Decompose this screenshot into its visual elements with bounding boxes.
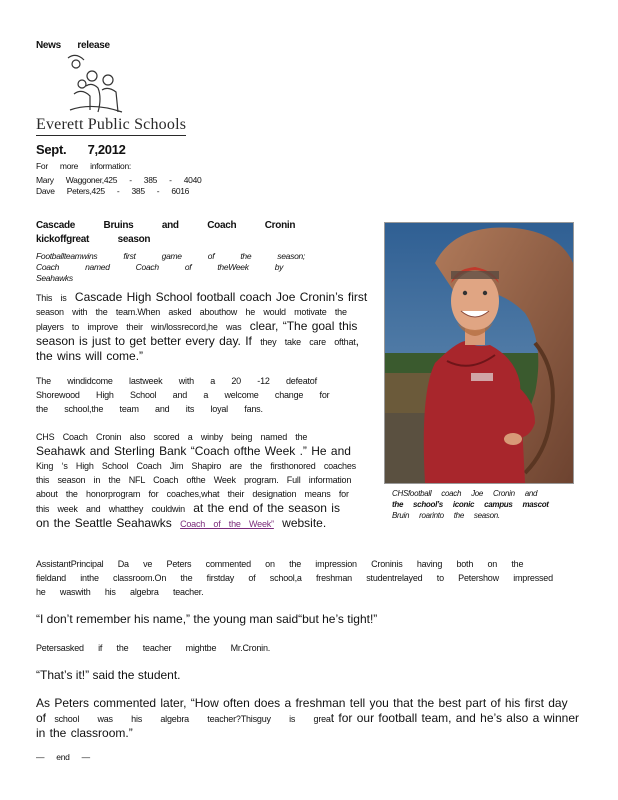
paragraph-intro <box>36 290 376 364</box>
org-name: Everett Public Schools <box>36 116 186 136</box>
photo-caption-line-2: the school’s iconic campus mascot <box>392 500 549 509</box>
contact-mary: Mary Waggoner,425 - 385 - 4040 <box>36 175 202 185</box>
quote-thats-it: “That’s it!” said the student. <box>36 668 181 682</box>
award-text-c: King ‘s High School Coach Jim Shapiro are the firsthonored coaches this season in the NFL Coach ofthe Week program. Full information about the honorprogram for coaches,what their designation means for this week and whatthey couldwin <box>36 461 356 514</box>
release-label: News release <box>36 40 110 51</box>
subheadline: Footballteamwins first game of the season; Coach named Coach of theWeek by Seahawks <box>36 251 305 283</box>
paragraph-peters-asked: Petersasked if the teacher mightbe Mr.Cronin. <box>36 643 271 653</box>
quote-student: “I don’t remember his name,” the young man said“but he’s tight!” <box>36 612 378 626</box>
photo-caption-line-1: CHSfootball coach Joe Cronin and <box>392 489 538 498</box>
coach-photo <box>384 222 574 484</box>
award-text-a: CHS Coach Cronin also scored a winby being named the <box>36 432 308 442</box>
closing-text-a: As Peters commented later, “How often does a freshman tell you that the best part of his first day of <box>36 696 568 725</box>
closing-text-b: school was his algebra teacher?Thisguy is grea <box>54 714 331 724</box>
paragraph-coach-of-week <box>36 430 356 531</box>
intro-text-e: they take care ofthat <box>260 337 356 347</box>
intro-text-d: clear, “The goal this season is just to get better every day. If <box>36 319 358 348</box>
award-text-e: website. <box>282 516 327 530</box>
contact-dave: Dave Peters,425 - 385 - 6016 <box>36 186 190 196</box>
intro-text-f: , the wins will come.” <box>36 334 359 363</box>
intro-text-b: Cascade High School football coach Joe Cronin’s first <box>74 290 368 304</box>
release-date: Sept. 7,2012 <box>36 142 126 157</box>
coach-with-mascot-image <box>385 223 573 483</box>
paragraph-win: The windidcome lastweek with a 20 -12 defeatof Shorewood High School and a welcome change for the school,the team and its loyal fans. <box>36 376 330 414</box>
headline: Cascade Bruins and Coach Cronin kickoffgreat season <box>36 220 296 245</box>
paragraph-closing <box>36 696 581 741</box>
paragraph-peters: AssistantPrincipal Da ve Peters commented on the impression Croninis having both on the fieldand inthe classroom.On the firstday of school,a freshman studentrelayed to Petershow impressed he waswith his algebra teacher. <box>36 559 553 597</box>
contact-heading: For more information: <box>36 161 131 171</box>
family-logo-icon <box>62 54 132 116</box>
intro-text-c: season with the team.When asked abouthow he would motivate the players to improve their win/lossrecord,he was <box>36 307 347 332</box>
closing-text-c: t for our football team, and he’s also a winner in the classroom.” <box>36 711 579 740</box>
district-logo <box>62 54 132 116</box>
end-marker: — end — <box>36 752 90 762</box>
intro-text-a: This is <box>36 293 67 303</box>
award-text-d: at the end of the season is on the Seattle Seahawks <box>36 501 340 530</box>
photo-caption-line-3: Bruin roarinto the season. <box>392 511 500 520</box>
coach-of-week-link[interactable]: Coach of the Week” <box>180 519 274 529</box>
award-text-b: Seahawk and Sterling Bank “Coach ofthe Week .” He and <box>36 444 351 458</box>
